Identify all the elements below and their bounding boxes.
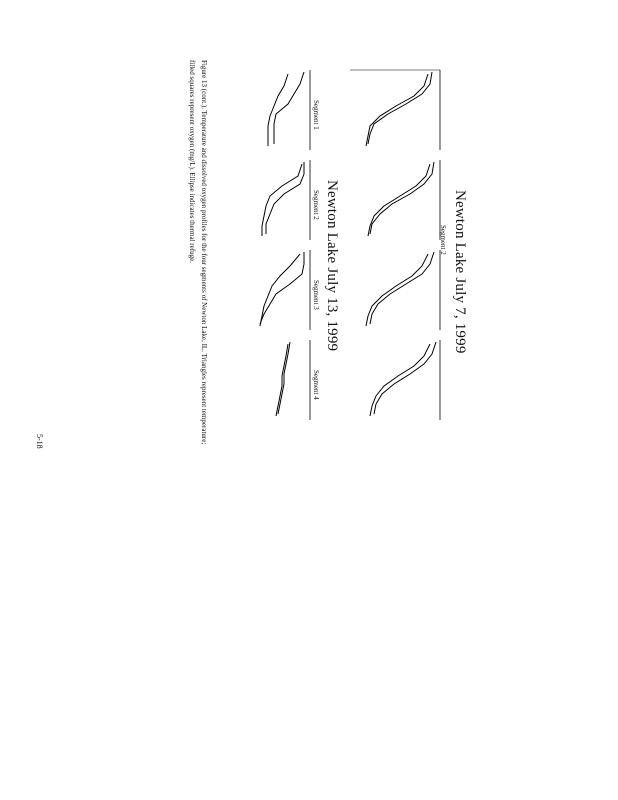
profile-panel <box>220 340 310 420</box>
profile-panel <box>220 160 310 240</box>
profile-panel <box>220 250 310 330</box>
segment-label-upper: Segment 2 <box>439 225 447 255</box>
profile-panel <box>220 70 310 150</box>
rotated-page <box>0 20 470 480</box>
segment-label-3: Segment 3 <box>312 280 320 310</box>
segment-label-1: Segment 1 <box>312 100 320 130</box>
profile-panel <box>350 250 440 330</box>
figure-caption-line1: Figure 13 (cont.). Temperature and dissolved oxygen profiles for the four segments of Newton Lake, IL. Triangles represent temperature; <box>200 60 208 445</box>
profile-panel <box>350 160 440 240</box>
profile-panel <box>350 70 440 150</box>
title-july7: Newton Lake July 7, 1999 <box>452 190 468 354</box>
profile-panel <box>350 340 440 420</box>
page-number: 5-18 <box>35 434 44 449</box>
segment-label-4: Segment 4 <box>312 370 320 400</box>
figure-caption-line2: filled squares represent oxygen (mg/L). Ellipse indicates thermal refuge. <box>188 60 196 263</box>
title-july13: Newton Lake July 13, 1999 <box>324 180 340 352</box>
segment-label-2: Segment 2 <box>312 190 320 220</box>
